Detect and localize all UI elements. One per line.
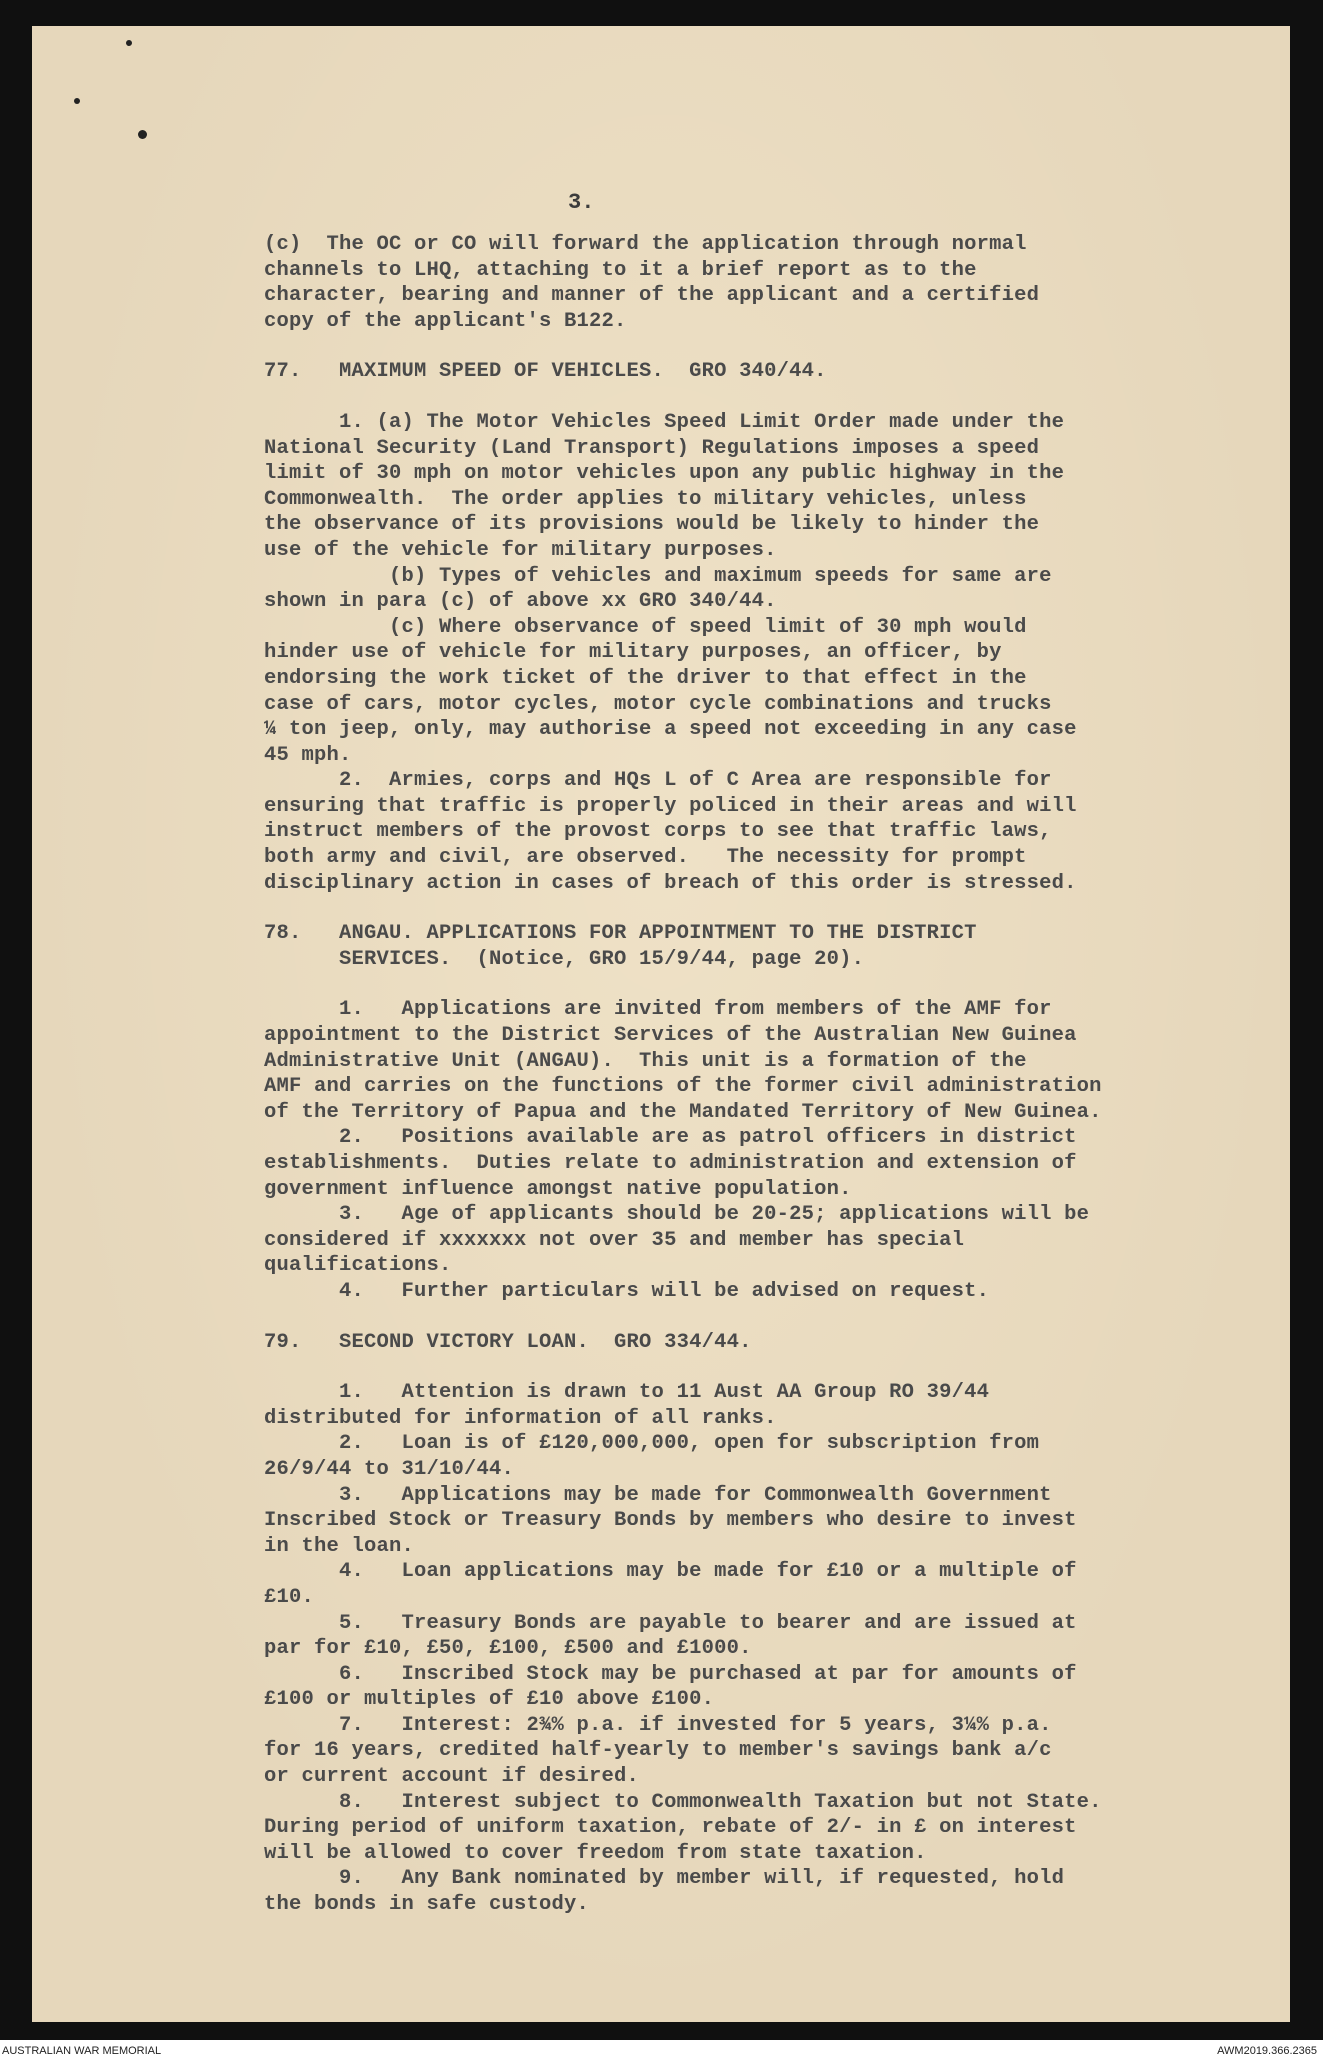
text-line: 2. Loan is of £120,000,000, open for subscription from	[264, 1432, 1040, 1456]
text-line: ensuring that traffic is properly policed in their areas and will	[264, 794, 1077, 818]
text-line: in the loan.	[264, 1534, 415, 1558]
text-line: AMF and carries on the functions of the former civil administration	[264, 1075, 1102, 1099]
text-line: case of cars, motor cycles, motor cycle combinations and trucks	[264, 692, 1052, 716]
typewritten-body	[264, 232, 1294, 1918]
text-line: limit of 30 mph on motor vehicles upon any public highway in the	[264, 462, 1065, 486]
text-line: 4. Loan applications may be made for £10 or a multiple of	[264, 1560, 1077, 1584]
text-line: the bonds in safe custody.	[264, 1893, 590, 1917]
text-line: 2. Positions available are as patrol officers in district	[264, 1126, 1077, 1150]
text-line: Administrative Unit (ANGAU). This unit is a formation of the	[264, 1049, 1027, 1073]
text-line: 5. Treasury Bonds are payable to bearer and are issued at	[264, 1611, 1077, 1635]
text-line: appointment to the District Services of the Australian New Guinea	[264, 1024, 1077, 1048]
section-heading: 77. MAXIMUM SPEED OF VEHICLES. GRO 340/44.	[264, 360, 827, 384]
text-line: instruct members of the provost corps to see that traffic laws,	[264, 820, 1052, 844]
paragraph-gap	[264, 896, 1294, 921]
ink-speck	[138, 130, 147, 139]
paragraph-gap	[264, 1355, 1294, 1380]
text-line: qualifications.	[264, 1254, 452, 1278]
text-line: both army and civil, are observed. The necessity for prompt	[264, 846, 1027, 870]
footer-institution: AUSTRALIAN WAR MEMORIAL	[2, 2045, 162, 2057]
text-line: 7. Interest: 2¾% p.a. if invested for 5 years, 3¼% p.a.	[264, 1713, 1052, 1737]
text-line: 1. Attention is drawn to 11 Aust AA Group RO 39/44	[264, 1381, 990, 1405]
text-line: During period of uniform taxation, rebate of 2/- in £ on interest	[264, 1816, 1077, 1840]
text-line: ¼ ton jeep, only, may authorise a speed not exceeding in any case	[264, 718, 1077, 742]
text-line: (c) Where observance of speed limit of 30 mph would	[264, 615, 1027, 639]
text-line: 9. Any Bank nominated by member will, if requested, hold	[264, 1867, 1065, 1891]
text-line: distributed for information of all ranks.	[264, 1406, 777, 1430]
text-line: 3. Age of applicants should be 20-25; applications will be	[264, 1203, 1090, 1227]
text-line: government influence amongst native population.	[264, 1177, 852, 1201]
text-line: 1. (a) The Motor Vehicles Speed Limit Order made under the	[264, 410, 1065, 434]
text-line: considered if xxxxxxx not over 35 and member has special	[264, 1228, 965, 1252]
text-line: 1. Applications are invited from members of the AMF for	[264, 998, 1052, 1022]
ink-speck	[74, 98, 80, 104]
text-line: the observance of its provisions would be likely to hinder the	[264, 513, 1040, 537]
text-line: 45 mph.	[264, 743, 352, 767]
text-line: 4. Further particulars will be advised on request.	[264, 1279, 990, 1303]
text-line: (c) The OC or CO will forward the application through normal	[264, 233, 1027, 256]
text-line: for 16 years, credited half-yearly to member's savings bank a/c	[264, 1739, 1052, 1763]
paragraph-gap	[264, 334, 1294, 359]
section-heading: 79. SECOND VICTORY LOAN. GRO 334/44.	[264, 1330, 752, 1354]
text-line: copy of the applicant's B122.	[264, 309, 627, 333]
text-line: 6. Inscribed Stock may be purchased at par for amounts of	[264, 1662, 1077, 1686]
text-line: 2. Armies, corps and HQs L of C Area are responsible for	[264, 769, 1052, 793]
paragraph-gap	[264, 972, 1294, 997]
text-line: £10.	[264, 1585, 315, 1609]
text-line: establishments. Duties relate to administration and extension of	[264, 1152, 1077, 1175]
text-line: hinder use of vehicle for military purposes, an officer, by	[264, 641, 1002, 665]
text-line: channels to LHQ, attaching to it a brief report as to the	[264, 258, 977, 282]
page-number: 3.	[568, 190, 595, 215]
text-line: par for £10, £50, £100, £500 and £1000.	[264, 1637, 752, 1661]
text-line: 26/9/44 to 31/10/44.	[264, 1457, 515, 1481]
text-line: disciplinary action in cases of breach of this order is stressed.	[264, 871, 1077, 895]
text-line: character, bearing and manner of the applicant and a certified	[264, 284, 1040, 308]
text-line: 3. Applications may be made for Commonwealth Government	[264, 1483, 1052, 1507]
text-line: Inscribed Stock or Treasury Bonds by members who desire to invest	[264, 1509, 1077, 1533]
text-line: National Security (Land Transport) Regulations imposes a speed	[264, 436, 1040, 460]
text-line: Commonwealth. The order applies to military vehicles, unless	[264, 487, 1027, 511]
text-line: of the Territory of Papua and the Mandated Territory of New Guinea.	[264, 1100, 1102, 1124]
text-line: £100 or multiples of £10 above £100.	[264, 1688, 715, 1712]
text-line: 8. Interest subject to Commonwealth Taxation but not State.	[264, 1790, 1102, 1814]
text-line: 78. ANGAU. APPLICATIONS FOR APPOINTMENT TO THE DISTRICT	[264, 922, 977, 946]
ink-speck	[126, 40, 132, 46]
text-line: will be allowed to cover freedom from state taxation.	[264, 1841, 927, 1865]
text-line: (b) Types of vehicles and maximum speeds for same are	[264, 564, 1052, 588]
paragraph-gap	[264, 385, 1294, 410]
text-line: or current account if desired.	[264, 1765, 640, 1789]
text-line: SERVICES. (Notice, GRO 15/9/44, page 20).	[264, 947, 865, 971]
paragraph-gap	[264, 1305, 1294, 1330]
text-line: endorsing the work ticket of the driver to that effect in the	[264, 666, 1027, 690]
text-line: use of the vehicle for military purposes.	[264, 538, 777, 562]
text-line: shown in para (c) of above xx GRO 340/44.	[264, 590, 777, 614]
footer-reference: AWM2019.366.2365	[1217, 2045, 1317, 2057]
